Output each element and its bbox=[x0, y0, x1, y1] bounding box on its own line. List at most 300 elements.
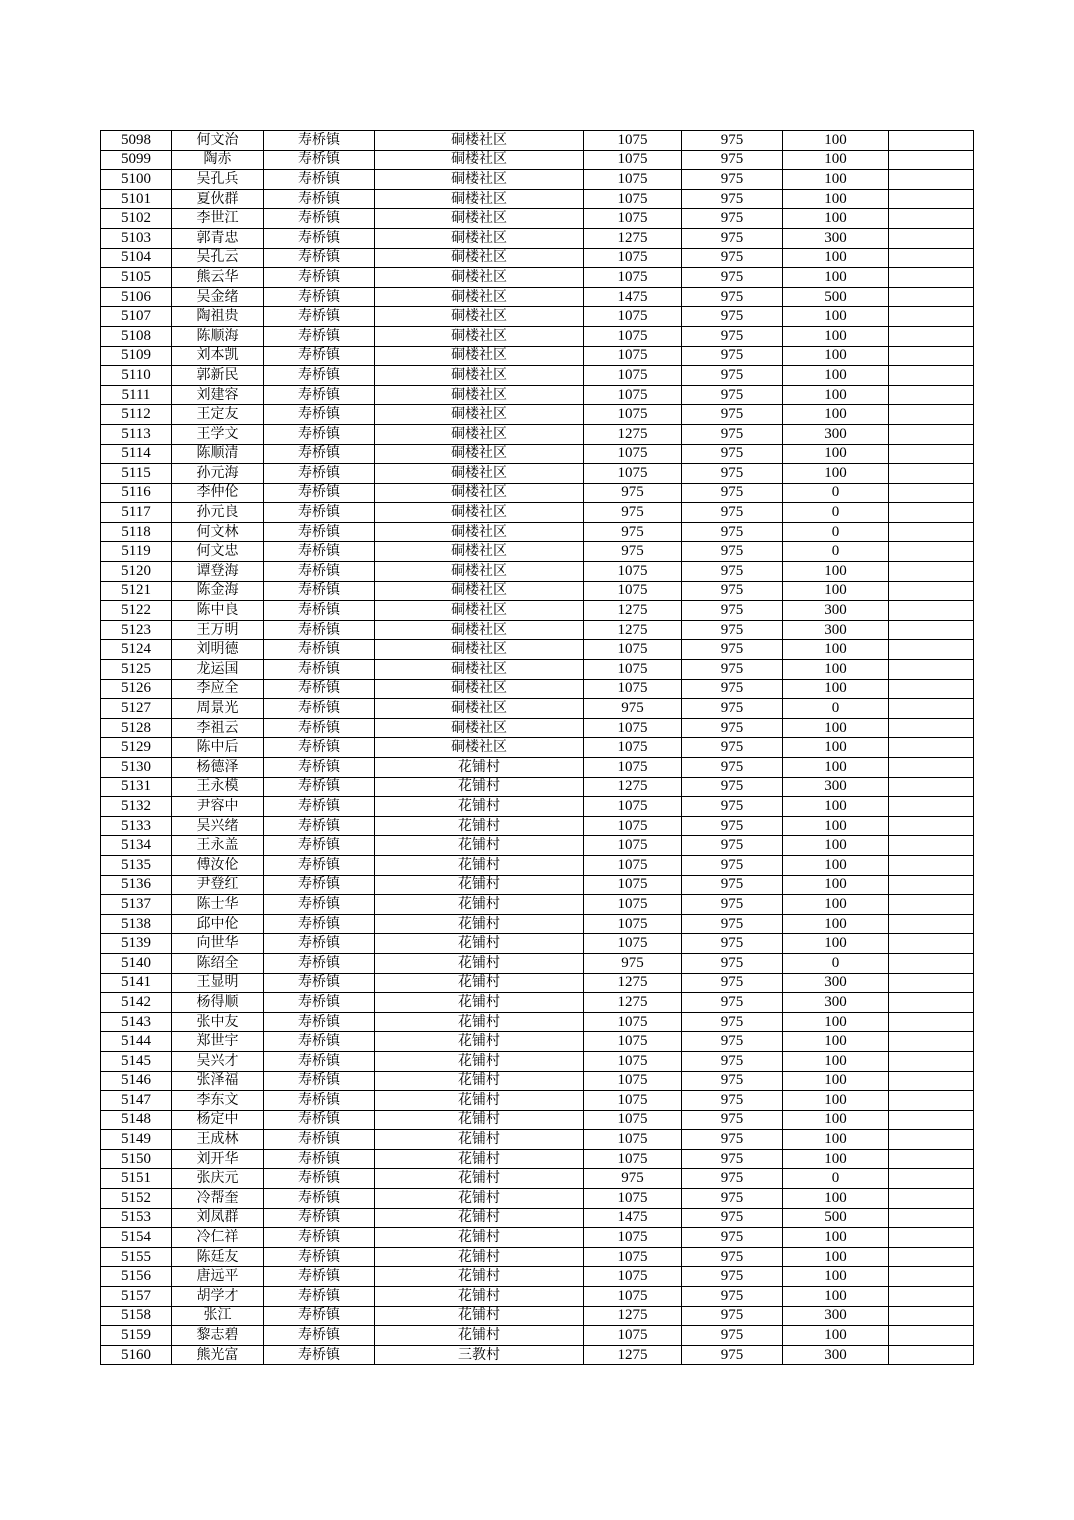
row-number-cell: 5160 bbox=[101, 1345, 172, 1365]
town-cell: 寿桥镇 bbox=[264, 209, 375, 229]
village-cell: 花铺村 bbox=[375, 993, 584, 1013]
amount-total-cell: 1075 bbox=[584, 131, 682, 151]
village-cell: 硐楼社区 bbox=[375, 209, 584, 229]
amount-difference-cell: 100 bbox=[783, 1032, 889, 1052]
table-row bbox=[101, 405, 974, 425]
amount-base-cell: 975 bbox=[682, 875, 783, 895]
village-cell: 花铺村 bbox=[375, 1110, 584, 1130]
row-number-cell: 5125 bbox=[101, 660, 172, 680]
row-number-cell: 5135 bbox=[101, 855, 172, 875]
note-cell bbox=[889, 718, 974, 738]
amount-total-cell: 1075 bbox=[584, 816, 682, 836]
note-cell bbox=[889, 993, 974, 1013]
name-cell: 唐远平 bbox=[172, 1267, 264, 1287]
note-cell bbox=[889, 1208, 974, 1228]
table-row bbox=[101, 1326, 974, 1346]
amount-difference-cell: 0 bbox=[783, 522, 889, 542]
amount-base-cell: 975 bbox=[682, 150, 783, 170]
name-cell: 陶祖贵 bbox=[172, 307, 264, 327]
name-cell: 龙运国 bbox=[172, 660, 264, 680]
note-cell bbox=[889, 973, 974, 993]
amount-base-cell: 975 bbox=[682, 189, 783, 209]
amount-total-cell: 1075 bbox=[584, 1149, 682, 1169]
note-cell bbox=[889, 307, 974, 327]
village-cell: 硐楼社区 bbox=[375, 660, 584, 680]
name-cell: 李仲伦 bbox=[172, 483, 264, 503]
row-number-cell: 5110 bbox=[101, 366, 172, 386]
town-cell: 寿桥镇 bbox=[264, 1149, 375, 1169]
village-cell: 硐楼社区 bbox=[375, 679, 584, 699]
amount-total-cell: 975 bbox=[584, 483, 682, 503]
amount-total-cell: 1075 bbox=[584, 679, 682, 699]
amount-difference-cell: 100 bbox=[783, 1326, 889, 1346]
amount-base-cell: 975 bbox=[682, 993, 783, 1013]
note-cell bbox=[889, 522, 974, 542]
name-cell: 刘开华 bbox=[172, 1149, 264, 1169]
row-number-cell: 5104 bbox=[101, 248, 172, 268]
town-cell: 寿桥镇 bbox=[264, 934, 375, 954]
town-cell: 寿桥镇 bbox=[264, 1071, 375, 1091]
amount-base-cell: 975 bbox=[682, 1012, 783, 1032]
name-cell: 杨得顺 bbox=[172, 993, 264, 1013]
village-cell: 硐楼社区 bbox=[375, 581, 584, 601]
table-row bbox=[101, 718, 974, 738]
row-number-cell: 5146 bbox=[101, 1071, 172, 1091]
amount-difference-cell: 100 bbox=[783, 1012, 889, 1032]
village-cell: 花铺村 bbox=[375, 914, 584, 934]
town-cell: 寿桥镇 bbox=[264, 346, 375, 366]
note-cell bbox=[889, 875, 974, 895]
note-cell bbox=[889, 464, 974, 484]
amount-total-cell: 1275 bbox=[584, 620, 682, 640]
village-cell: 硐楼社区 bbox=[375, 562, 584, 582]
amount-difference-cell: 500 bbox=[783, 287, 889, 307]
amount-total-cell: 1275 bbox=[584, 1306, 682, 1326]
amount-base-cell: 975 bbox=[682, 816, 783, 836]
amount-difference-cell: 100 bbox=[783, 209, 889, 229]
village-cell: 花铺村 bbox=[375, 758, 584, 778]
amount-difference-cell: 100 bbox=[783, 1130, 889, 1150]
amount-difference-cell: 100 bbox=[783, 581, 889, 601]
amount-total-cell: 1075 bbox=[584, 1071, 682, 1091]
note-cell bbox=[889, 1012, 974, 1032]
village-cell: 硐楼社区 bbox=[375, 464, 584, 484]
row-number-cell: 5141 bbox=[101, 973, 172, 993]
table-row bbox=[101, 934, 974, 954]
village-cell: 硐楼社区 bbox=[375, 483, 584, 503]
name-cell: 陶赤 bbox=[172, 150, 264, 170]
name-cell: 陈士华 bbox=[172, 895, 264, 915]
village-cell: 硐楼社区 bbox=[375, 385, 584, 405]
amount-difference-cell: 100 bbox=[783, 1149, 889, 1169]
town-cell: 寿桥镇 bbox=[264, 150, 375, 170]
amount-difference-cell: 100 bbox=[783, 307, 889, 327]
amount-difference-cell: 300 bbox=[783, 1345, 889, 1365]
amount-total-cell: 1075 bbox=[584, 1228, 682, 1248]
name-cell: 孙元良 bbox=[172, 503, 264, 523]
town-cell: 寿桥镇 bbox=[264, 1267, 375, 1287]
row-number-cell: 5111 bbox=[101, 385, 172, 405]
table-row bbox=[101, 1228, 974, 1248]
village-cell: 花铺村 bbox=[375, 1169, 584, 1189]
town-cell: 寿桥镇 bbox=[264, 1169, 375, 1189]
name-cell: 郭青忠 bbox=[172, 228, 264, 248]
name-cell: 李祖云 bbox=[172, 718, 264, 738]
amount-difference-cell: 100 bbox=[783, 464, 889, 484]
amount-base-cell: 975 bbox=[682, 581, 783, 601]
amount-difference-cell: 100 bbox=[783, 405, 889, 425]
note-cell bbox=[889, 660, 974, 680]
row-number-cell: 5101 bbox=[101, 189, 172, 209]
amount-difference-cell: 100 bbox=[783, 131, 889, 151]
table-row bbox=[101, 1189, 974, 1209]
village-cell: 花铺村 bbox=[375, 1208, 584, 1228]
amount-difference-cell: 100 bbox=[783, 738, 889, 758]
village-cell: 硐楼社区 bbox=[375, 699, 584, 719]
village-cell: 花铺村 bbox=[375, 1287, 584, 1307]
row-number-cell: 5124 bbox=[101, 640, 172, 660]
table-row bbox=[101, 385, 974, 405]
town-cell: 寿桥镇 bbox=[264, 503, 375, 523]
table-row bbox=[101, 1267, 974, 1287]
amount-base-cell: 975 bbox=[682, 1051, 783, 1071]
row-number-cell: 5156 bbox=[101, 1267, 172, 1287]
amount-difference-cell: 100 bbox=[783, 1267, 889, 1287]
village-cell: 硐楼社区 bbox=[375, 248, 584, 268]
data-table bbox=[100, 130, 974, 1365]
village-cell: 硐楼社区 bbox=[375, 228, 584, 248]
table-row bbox=[101, 131, 974, 151]
row-number-cell: 5131 bbox=[101, 777, 172, 797]
note-cell bbox=[889, 1032, 974, 1052]
table-row bbox=[101, 993, 974, 1013]
amount-total-cell: 1075 bbox=[584, 718, 682, 738]
table-row bbox=[101, 287, 974, 307]
village-cell: 硐楼社区 bbox=[375, 405, 584, 425]
name-cell: 王学文 bbox=[172, 424, 264, 444]
village-cell: 硐楼社区 bbox=[375, 131, 584, 151]
amount-total-cell: 975 bbox=[584, 542, 682, 562]
table-row bbox=[101, 268, 974, 288]
row-number-cell: 5138 bbox=[101, 914, 172, 934]
name-cell: 王显明 bbox=[172, 973, 264, 993]
table-row bbox=[101, 660, 974, 680]
note-cell bbox=[889, 189, 974, 209]
table-row bbox=[101, 601, 974, 621]
amount-base-cell: 975 bbox=[682, 326, 783, 346]
amount-total-cell: 1075 bbox=[584, 797, 682, 817]
village-cell: 花铺村 bbox=[375, 1071, 584, 1091]
village-cell: 花铺村 bbox=[375, 1032, 584, 1052]
note-cell bbox=[889, 797, 974, 817]
row-number-cell: 5149 bbox=[101, 1130, 172, 1150]
village-cell: 花铺村 bbox=[375, 1306, 584, 1326]
row-number-cell: 5136 bbox=[101, 875, 172, 895]
amount-base-cell: 975 bbox=[682, 424, 783, 444]
amount-total-cell: 1075 bbox=[584, 836, 682, 856]
note-cell bbox=[889, 248, 974, 268]
amount-total-cell: 1275 bbox=[584, 973, 682, 993]
note-cell bbox=[889, 1189, 974, 1209]
table-row bbox=[101, 797, 974, 817]
amount-total-cell: 1075 bbox=[584, 405, 682, 425]
town-cell: 寿桥镇 bbox=[264, 405, 375, 425]
amount-base-cell: 975 bbox=[682, 1032, 783, 1052]
note-cell bbox=[889, 287, 974, 307]
amount-total-cell: 1075 bbox=[584, 1287, 682, 1307]
amount-base-cell: 975 bbox=[682, 444, 783, 464]
village-cell: 花铺村 bbox=[375, 973, 584, 993]
amount-difference-cell: 100 bbox=[783, 1051, 889, 1071]
amount-base-cell: 975 bbox=[682, 797, 783, 817]
amount-base-cell: 975 bbox=[682, 1130, 783, 1150]
note-cell bbox=[889, 914, 974, 934]
amount-base-cell: 975 bbox=[682, 1110, 783, 1130]
village-cell: 花铺村 bbox=[375, 1149, 584, 1169]
amount-base-cell: 975 bbox=[682, 934, 783, 954]
amount-difference-cell: 0 bbox=[783, 1169, 889, 1189]
amount-total-cell: 1075 bbox=[584, 562, 682, 582]
town-cell: 寿桥镇 bbox=[264, 464, 375, 484]
amount-total-cell: 1075 bbox=[584, 268, 682, 288]
village-cell: 硐楼社区 bbox=[375, 346, 584, 366]
table-row bbox=[101, 640, 974, 660]
town-cell: 寿桥镇 bbox=[264, 228, 375, 248]
amount-base-cell: 975 bbox=[682, 405, 783, 425]
amount-total-cell: 1075 bbox=[584, 914, 682, 934]
note-cell bbox=[889, 895, 974, 915]
town-cell: 寿桥镇 bbox=[264, 522, 375, 542]
amount-total-cell: 1075 bbox=[584, 758, 682, 778]
note-cell bbox=[889, 209, 974, 229]
amount-total-cell: 1275 bbox=[584, 601, 682, 621]
table-row bbox=[101, 189, 974, 209]
town-cell: 寿桥镇 bbox=[264, 1130, 375, 1150]
note-cell bbox=[889, 640, 974, 660]
amount-base-cell: 975 bbox=[682, 268, 783, 288]
name-cell: 尹容中 bbox=[172, 797, 264, 817]
village-cell: 花铺村 bbox=[375, 816, 584, 836]
amount-total-cell: 1275 bbox=[584, 1345, 682, 1365]
amount-difference-cell: 0 bbox=[783, 503, 889, 523]
amount-base-cell: 975 bbox=[682, 228, 783, 248]
town-cell: 寿桥镇 bbox=[264, 758, 375, 778]
table-row bbox=[101, 895, 974, 915]
table-row bbox=[101, 1110, 974, 1130]
amount-base-cell: 975 bbox=[682, 483, 783, 503]
row-number-cell: 5122 bbox=[101, 601, 172, 621]
town-cell: 寿桥镇 bbox=[264, 895, 375, 915]
amount-total-cell: 1075 bbox=[584, 464, 682, 484]
table-row bbox=[101, 307, 974, 327]
amount-difference-cell: 0 bbox=[783, 483, 889, 503]
town-cell: 寿桥镇 bbox=[264, 777, 375, 797]
amount-base-cell: 975 bbox=[682, 503, 783, 523]
amount-difference-cell: 300 bbox=[783, 228, 889, 248]
village-cell: 花铺村 bbox=[375, 1130, 584, 1150]
amount-difference-cell: 300 bbox=[783, 1306, 889, 1326]
village-cell: 花铺村 bbox=[375, 1091, 584, 1111]
name-cell: 周景光 bbox=[172, 699, 264, 719]
table-row bbox=[101, 855, 974, 875]
name-cell: 孙元海 bbox=[172, 464, 264, 484]
name-cell: 刘凤群 bbox=[172, 1208, 264, 1228]
town-cell: 寿桥镇 bbox=[264, 1287, 375, 1307]
town-cell: 寿桥镇 bbox=[264, 1110, 375, 1130]
amount-difference-cell: 100 bbox=[783, 385, 889, 405]
amount-total-cell: 1075 bbox=[584, 1326, 682, 1346]
note-cell bbox=[889, 1130, 974, 1150]
amount-difference-cell: 100 bbox=[783, 660, 889, 680]
name-cell: 吴兴才 bbox=[172, 1051, 264, 1071]
note-cell bbox=[889, 326, 974, 346]
note-cell bbox=[889, 758, 974, 778]
note-cell bbox=[889, 620, 974, 640]
town-cell: 寿桥镇 bbox=[264, 993, 375, 1013]
amount-total-cell: 1075 bbox=[584, 150, 682, 170]
name-cell: 何文忠 bbox=[172, 542, 264, 562]
amount-base-cell: 975 bbox=[682, 464, 783, 484]
note-cell bbox=[889, 699, 974, 719]
village-cell: 硐楼社区 bbox=[375, 522, 584, 542]
row-number-cell: 5128 bbox=[101, 718, 172, 738]
amount-difference-cell: 100 bbox=[783, 758, 889, 778]
amount-base-cell: 975 bbox=[682, 758, 783, 778]
row-number-cell: 5127 bbox=[101, 699, 172, 719]
town-cell: 寿桥镇 bbox=[264, 131, 375, 151]
amount-difference-cell: 100 bbox=[783, 640, 889, 660]
amount-base-cell: 975 bbox=[682, 620, 783, 640]
town-cell: 寿桥镇 bbox=[264, 1012, 375, 1032]
note-cell bbox=[889, 1306, 974, 1326]
note-cell bbox=[889, 366, 974, 386]
name-cell: 杨定中 bbox=[172, 1110, 264, 1130]
row-number-cell: 5102 bbox=[101, 209, 172, 229]
amount-total-cell: 1075 bbox=[584, 581, 682, 601]
amount-difference-cell: 100 bbox=[783, 562, 889, 582]
town-cell: 寿桥镇 bbox=[264, 170, 375, 190]
row-number-cell: 5115 bbox=[101, 464, 172, 484]
village-cell: 硐楼社区 bbox=[375, 268, 584, 288]
amount-base-cell: 975 bbox=[682, 542, 783, 562]
name-cell: 邱中伦 bbox=[172, 914, 264, 934]
row-number-cell: 5148 bbox=[101, 1110, 172, 1130]
amount-difference-cell: 100 bbox=[783, 1287, 889, 1307]
name-cell: 郑世宇 bbox=[172, 1032, 264, 1052]
row-number-cell: 5109 bbox=[101, 346, 172, 366]
row-number-cell: 5144 bbox=[101, 1032, 172, 1052]
village-cell: 花铺村 bbox=[375, 1051, 584, 1071]
row-number-cell: 5106 bbox=[101, 287, 172, 307]
town-cell: 寿桥镇 bbox=[264, 307, 375, 327]
village-cell: 硐楼社区 bbox=[375, 444, 584, 464]
amount-difference-cell: 100 bbox=[783, 268, 889, 288]
note-cell bbox=[889, 405, 974, 425]
amount-difference-cell: 100 bbox=[783, 150, 889, 170]
table-row bbox=[101, 953, 974, 973]
row-number-cell: 5108 bbox=[101, 326, 172, 346]
village-cell: 花铺村 bbox=[375, 934, 584, 954]
town-cell: 寿桥镇 bbox=[264, 424, 375, 444]
amount-difference-cell: 100 bbox=[783, 1110, 889, 1130]
table-row bbox=[101, 346, 974, 366]
amount-difference-cell: 0 bbox=[783, 699, 889, 719]
table-body bbox=[101, 131, 974, 1365]
row-number-cell: 5154 bbox=[101, 1228, 172, 1248]
row-number-cell: 5105 bbox=[101, 268, 172, 288]
amount-total-cell: 1075 bbox=[584, 385, 682, 405]
town-cell: 寿桥镇 bbox=[264, 189, 375, 209]
name-cell: 王永盖 bbox=[172, 836, 264, 856]
amount-base-cell: 975 bbox=[682, 973, 783, 993]
village-cell: 硐楼社区 bbox=[375, 620, 584, 640]
name-cell: 黎志碧 bbox=[172, 1326, 264, 1346]
table-row bbox=[101, 973, 974, 993]
amount-difference-cell: 100 bbox=[783, 895, 889, 915]
village-cell: 硐楼社区 bbox=[375, 287, 584, 307]
amount-total-cell: 975 bbox=[584, 1169, 682, 1189]
table-row bbox=[101, 1071, 974, 1091]
amount-difference-cell: 100 bbox=[783, 679, 889, 699]
table-row bbox=[101, 1130, 974, 1150]
amount-base-cell: 975 bbox=[682, 1306, 783, 1326]
town-cell: 寿桥镇 bbox=[264, 875, 375, 895]
row-number-cell: 5120 bbox=[101, 562, 172, 582]
amount-base-cell: 975 bbox=[682, 601, 783, 621]
amount-total-cell: 1075 bbox=[584, 170, 682, 190]
table-row bbox=[101, 1247, 974, 1267]
name-cell: 郭新民 bbox=[172, 366, 264, 386]
amount-total-cell: 1275 bbox=[584, 993, 682, 1013]
amount-total-cell: 1075 bbox=[584, 738, 682, 758]
town-cell: 寿桥镇 bbox=[264, 1345, 375, 1365]
table-row bbox=[101, 444, 974, 464]
town-cell: 寿桥镇 bbox=[264, 1091, 375, 1111]
name-cell: 王万明 bbox=[172, 620, 264, 640]
amount-total-cell: 1475 bbox=[584, 1208, 682, 1228]
note-cell bbox=[889, 679, 974, 699]
table-row bbox=[101, 758, 974, 778]
amount-base-cell: 975 bbox=[682, 914, 783, 934]
amount-total-cell: 1075 bbox=[584, 1247, 682, 1267]
table-row bbox=[101, 620, 974, 640]
amount-difference-cell: 100 bbox=[783, 170, 889, 190]
note-cell bbox=[889, 1326, 974, 1346]
amount-total-cell: 1075 bbox=[584, 1051, 682, 1071]
table-row bbox=[101, 777, 974, 797]
table-row bbox=[101, 562, 974, 582]
amount-difference-cell: 100 bbox=[783, 1247, 889, 1267]
town-cell: 寿桥镇 bbox=[264, 1228, 375, 1248]
name-cell: 尹登红 bbox=[172, 875, 264, 895]
village-cell: 花铺村 bbox=[375, 953, 584, 973]
note-cell bbox=[889, 424, 974, 444]
town-cell: 寿桥镇 bbox=[264, 1326, 375, 1346]
table-row bbox=[101, 816, 974, 836]
amount-base-cell: 975 bbox=[682, 1091, 783, 1111]
note-cell bbox=[889, 131, 974, 151]
row-number-cell: 5100 bbox=[101, 170, 172, 190]
name-cell: 陈顺清 bbox=[172, 444, 264, 464]
amount-total-cell: 975 bbox=[584, 699, 682, 719]
table-row bbox=[101, 679, 974, 699]
name-cell: 李世江 bbox=[172, 209, 264, 229]
row-number-cell: 5153 bbox=[101, 1208, 172, 1228]
name-cell: 吴孔云 bbox=[172, 248, 264, 268]
town-cell: 寿桥镇 bbox=[264, 1247, 375, 1267]
amount-difference-cell: 300 bbox=[783, 993, 889, 1013]
amount-difference-cell: 100 bbox=[783, 326, 889, 346]
